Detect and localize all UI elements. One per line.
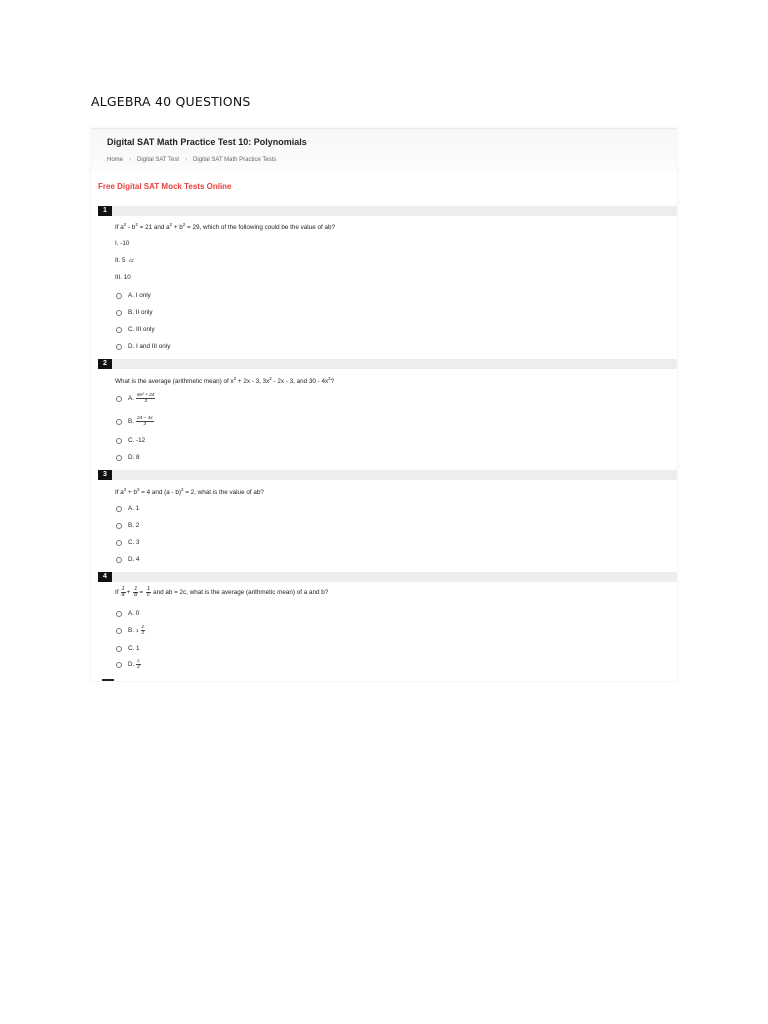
radio-icon[interactable] [116, 396, 122, 402]
radio-icon[interactable] [116, 557, 122, 563]
question-number: 1 [98, 206, 112, 216]
question-number: 3 [98, 470, 112, 480]
radio-icon[interactable] [116, 662, 122, 668]
question-number: 4 [98, 572, 112, 582]
answer-option[interactable]: D. 4 [116, 555, 140, 564]
answer-option[interactable]: D. 8 [116, 453, 140, 462]
question-stem: If $a^2 - b^2 = 21$ and $a^2 + b^2 = 29$, which of the following could be the value of ab? [115, 222, 335, 232]
question-stem: If $a^2 + b^2 = 4$ and (a - b)$^2$ = 2, what is the value of ab? [115, 487, 264, 497]
statement: III. 10 [115, 274, 131, 281]
answer-option[interactable]: A. I only [116, 291, 151, 300]
statement: I. -10 [115, 240, 130, 247]
radio-icon[interactable] [116, 455, 122, 461]
answer-option[interactable]: D. I and III only [116, 342, 170, 351]
answer-option[interactable]: D. $\frac{c}{2}$ [116, 660, 141, 669]
answer-option[interactable]: C. -12 [116, 436, 145, 445]
answer-option[interactable]: A. 1 [116, 504, 139, 513]
chevron-right-icon: › [185, 157, 188, 163]
radio-icon[interactable] [116, 523, 122, 529]
promo-link[interactable]: Free Digital SAT Mock Tests Online [98, 182, 232, 191]
next-question-header-edge [102, 679, 114, 681]
radio-icon[interactable] [116, 438, 122, 444]
breadcrumb-practice-tests[interactable]: Digital SAT Math Practice Tests [193, 157, 277, 163]
radio-icon[interactable] [116, 611, 122, 617]
answer-option[interactable]: A. 0 [116, 609, 139, 618]
radio-icon[interactable] [116, 540, 122, 546]
question-number: 2 [98, 359, 112, 369]
question-header [98, 572, 677, 582]
radio-icon[interactable] [116, 310, 122, 316]
radio-icon[interactable] [116, 646, 122, 652]
breadcrumb [107, 157, 276, 163]
answer-option[interactable]: B. 2 [116, 521, 139, 530]
statement: II. 5 √2 [115, 257, 134, 264]
answer-option[interactable]: C. 3 [116, 538, 140, 547]
question-stem: What is the average (arithmetic mean) of $x^2 + 2x - 3$, $3x^2 - 2x - 3$, and $30 - 4x^2$? [115, 376, 335, 386]
radio-icon[interactable] [116, 327, 122, 333]
radio-icon[interactable] [116, 506, 122, 512]
answer-option[interactable]: B. 1 $\frac{1}{2}$ [116, 626, 145, 635]
radio-icon[interactable] [116, 419, 122, 425]
radio-icon[interactable] [116, 628, 122, 634]
embedded-screenshot [91, 128, 677, 681]
question-stem: If $\frac{1}{a}$ + $\frac{1}{b}$ = $\frac{1}{c}$ and ab = 2c, what is the average (arithmetic mean) of a and b? [115, 586, 329, 598]
breadcrumb-home[interactable]: Home [107, 157, 124, 163]
answer-option[interactable]: B. $\frac{24 - 4x}{3}$ [116, 417, 154, 426]
answer-option[interactable]: C. III only [116, 325, 155, 334]
answer-option[interactable]: C. 1 [116, 644, 140, 653]
radio-icon[interactable] [116, 293, 122, 299]
document-heading: ALGEBRA 40 QUESTIONS [91, 94, 251, 109]
breadcrumb-digital-sat-test[interactable]: Digital SAT Test [137, 157, 180, 163]
question-header [98, 470, 677, 480]
question-header [98, 359, 677, 369]
radio-icon[interactable] [116, 344, 122, 350]
page-header [91, 129, 677, 171]
answer-option[interactable]: A. $\frac{\text{8x² + 24}}{3}$ [116, 394, 155, 403]
page-title: Digital SAT Math Practice Test 10: Polynomials [107, 137, 307, 147]
answer-option[interactable]: B. II only [116, 308, 153, 317]
chevron-right-icon: › [129, 157, 132, 163]
question-header [98, 206, 677, 216]
